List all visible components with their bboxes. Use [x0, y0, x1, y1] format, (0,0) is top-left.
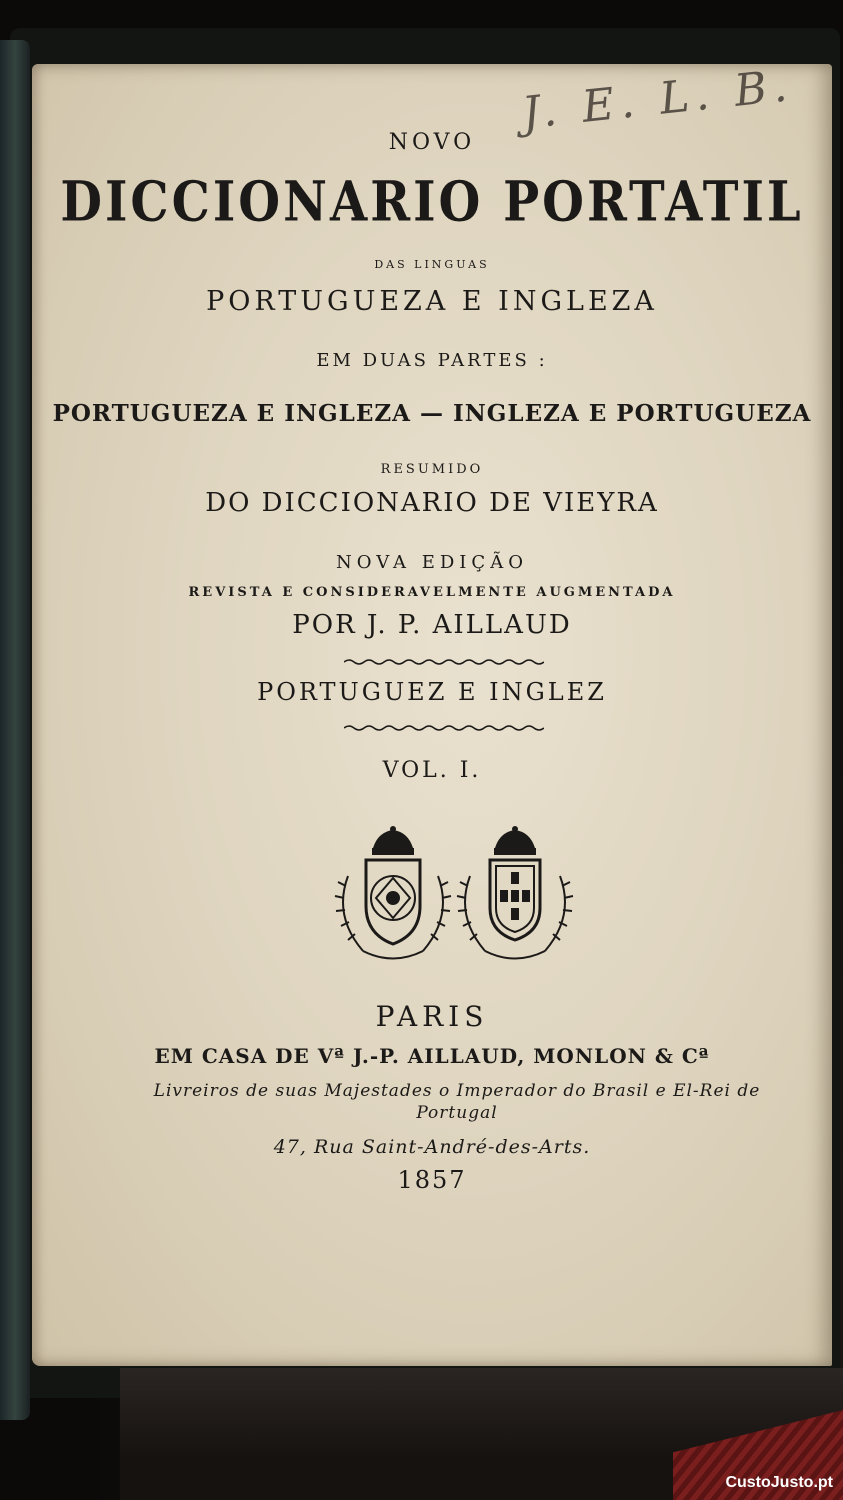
section-title: PORTUGUEZ E INGLEZ: [257, 678, 607, 706]
title-prefix: NOVO: [388, 130, 476, 155]
source-title: DO DICCIONARIO DE VIEYRA: [205, 488, 659, 518]
languages-label: DAS LINGUAS: [374, 258, 490, 271]
portugal-royal-arms-icon: [450, 826, 580, 970]
imprint-year: 1857: [397, 1166, 467, 1194]
imprint-publisher: EM CASA DE Vª J.-P. AILLAUD, MONLON & Cª: [154, 1044, 710, 1068]
title-page: [32, 60, 832, 1366]
author-line: POR J. P. AILLAUD: [292, 610, 572, 640]
handwritten-signature: J. E. L. B.: [519, 60, 796, 140]
summary-label: RESUMIDO: [380, 462, 484, 477]
volume-number: VOL. I.: [382, 758, 482, 783]
imprint-address: 47, Rua Saint-André-des-Arts.: [273, 1136, 591, 1158]
brazil-imperial-arms-icon: [328, 826, 458, 970]
edition-label: NOVA EDIÇÃO: [336, 552, 528, 573]
parts-label: EM DUAS PARTES :: [316, 350, 548, 371]
revision-note: REVISTA E CONSIDERAVELMENTE AUGMENTADA: [188, 585, 676, 600]
parts-title: PORTUGUEZA E INGLEZA — INGLEZA E PORTUGUEZA: [52, 400, 812, 427]
imprint-city: PARIS: [375, 1000, 489, 1033]
watermark-logo: CustoJusto.pt: [725, 1474, 833, 1491]
imprint-booksellers: Livreiros de suas Majestades o Imperador do Brasil e El-Rei de Portugal: [153, 1081, 761, 1123]
book-spine: [0, 40, 30, 1420]
languages-title: PORTUGUEZA E INGLEZA: [206, 286, 658, 317]
main-title: DICCIONARIO PORTATIL: [60, 169, 804, 235]
wavy-rule-bottom: [344, 724, 544, 732]
wavy-rule-top: [344, 658, 544, 666]
